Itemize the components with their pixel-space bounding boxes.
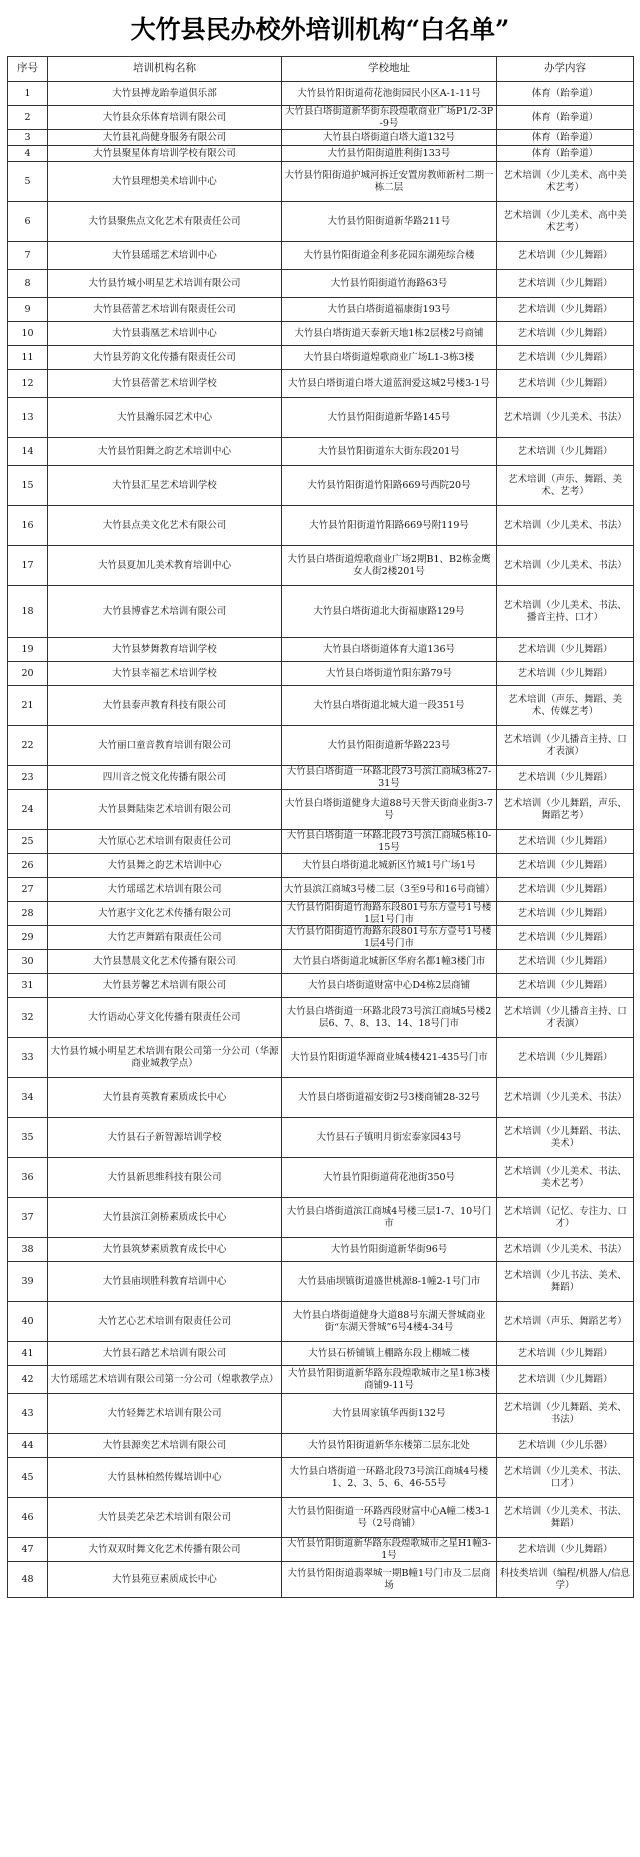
school-address: 大竹县白塔街道滨江商城4号楼三层1-7、10号门市 xyxy=(282,1198,497,1238)
table-row xyxy=(8,586,634,638)
table-row xyxy=(8,506,634,546)
teaching-content: 艺术培训（少儿舞蹈） xyxy=(497,242,634,270)
school-address: 大竹县白塔街道福安街2号3楼商铺28-32号 xyxy=(282,1078,497,1118)
teaching-content: 艺术培训（少儿美术、书法） xyxy=(497,398,634,438)
table-row xyxy=(8,162,634,202)
table-row xyxy=(8,1118,634,1158)
header-row xyxy=(8,57,634,82)
table-row xyxy=(8,146,634,162)
row-number: 35 xyxy=(8,1118,48,1158)
institution-name: 大竹县舞陆柒艺术培训有限公司 xyxy=(48,790,282,830)
school-address: 大竹县白塔街道健身大道88号东湖天誉城商业街“东湖天誉城”6号4楼4-34号 xyxy=(282,1302,497,1342)
school-address: 大竹县白塔街道一环路北段73号滨江商城3栋27-31号 xyxy=(282,766,497,790)
table-row xyxy=(8,878,634,902)
school-address: 大竹县白塔街道体育大道136号 xyxy=(282,638,497,662)
school-address: 大竹县白塔街道北城新区竹城1号广场1号 xyxy=(282,854,497,878)
teaching-content: 艺术培训（少儿美术、书法、播音主持、口才） xyxy=(497,586,634,638)
institution-name: 大竹县石子新智源培训学校 xyxy=(48,1118,282,1158)
institution-name: 大竹县滨江剑桥素质成长中心 xyxy=(48,1198,282,1238)
table-row xyxy=(8,926,634,950)
teaching-content: 艺术培训（少儿舞蹈、书法、美术） xyxy=(497,1118,634,1158)
row-number: 26 xyxy=(8,854,48,878)
school-address: 大竹县竹阳街道新华路211号 xyxy=(282,202,497,242)
row-number: 16 xyxy=(8,506,48,546)
institution-name: 大竹县林柏然传媒培训中心 xyxy=(48,1458,282,1498)
institution-name: 大竹县竹城小明星艺术培训有限公司第一分公司（华源商业城教学点） xyxy=(48,1038,282,1078)
teaching-content: 艺术培训（少儿舞蹈） xyxy=(497,346,634,370)
institution-name: 大竹县舞之韵艺术培训中心 xyxy=(48,854,282,878)
teaching-content: 艺术培训（少儿美术、书法、舞蹈） xyxy=(497,1498,634,1538)
teaching-content: 艺术培训（少儿舞蹈） xyxy=(497,854,634,878)
row-number: 46 xyxy=(8,1498,48,1538)
row-number: 12 xyxy=(8,370,48,398)
row-number: 31 xyxy=(8,974,48,998)
school-address: 大竹县竹阳街道护城河拆迁安置房教师新村二期一栋二层 xyxy=(282,162,497,202)
teaching-content: 艺术培训（少儿美术、高中美术艺考） xyxy=(497,202,634,242)
table-row xyxy=(8,438,634,466)
row-number: 23 xyxy=(8,766,48,790)
institution-name: 大竹县众乐体育培训有限公司 xyxy=(48,106,282,130)
table-row xyxy=(8,830,634,854)
table-row xyxy=(8,638,634,662)
teaching-content: 艺术培训（少儿舞蹈） xyxy=(497,438,634,466)
school-address: 大竹县竹阳街道新华路东段煌歌城市之星H1幢3-1号 xyxy=(282,1538,497,1562)
institution-name: 大竹县芳馨艺术培训有限公司 xyxy=(48,974,282,998)
table-row xyxy=(8,1238,634,1262)
institution-name: 大竹县育英教育素质成长中心 xyxy=(48,1078,282,1118)
teaching-content: 艺术培训（少儿美术、书法） xyxy=(497,506,634,546)
teaching-content: 艺术培训（少儿美术、书法） xyxy=(497,546,634,586)
row-number: 20 xyxy=(8,662,48,686)
teaching-content: 艺术培训（少儿舞蹈） xyxy=(497,950,634,974)
school-address: 大竹县竹阳街道金利多花园东湖苑综合楼 xyxy=(282,242,497,270)
teaching-content: 艺术培训（少儿播音主持、口才表演） xyxy=(497,998,634,1038)
institution-name: 大竹县点美文化艺术有限公司 xyxy=(48,506,282,546)
table-row xyxy=(8,202,634,242)
teaching-content: 艺术培训（声乐、舞蹈艺考） xyxy=(497,1302,634,1342)
teaching-content: 艺术培训（少儿舞蹈） xyxy=(497,766,634,790)
teaching-content: 体育（跆拳道） xyxy=(497,146,634,162)
table-row xyxy=(8,1198,634,1238)
teaching-content: 艺术培训（少儿书法、美术、舞蹈） xyxy=(497,1262,634,1302)
school-address: 大竹县白塔街道煌歌商业广场2期B1、B2栋金鹰女人街2楼201号 xyxy=(282,546,497,586)
institution-name: 大竹县石踏艺术培训有限公司 xyxy=(48,1342,282,1366)
school-address: 大竹县白塔街道白塔大道蓝润爱这城2号楼3-1号 xyxy=(282,370,497,398)
institution-name: 大竹县竹城小明星艺术培训有限公司 xyxy=(48,270,282,298)
institution-name: 大竹县蓓蕾艺术培训有限责任公司 xyxy=(48,298,282,322)
row-number: 34 xyxy=(8,1078,48,1118)
institution-name: 大竹县竹阳舞之韵艺术培训中心 xyxy=(48,438,282,466)
school-address: 大竹县白塔街道健身大道88号天誉天街商业街3-7号 xyxy=(282,790,497,830)
teaching-content: 体育（跆拳道） xyxy=(497,130,634,146)
table-row xyxy=(8,790,634,830)
row-number: 9 xyxy=(8,298,48,322)
table-row xyxy=(8,346,634,370)
institution-name: 大竹县瀚乐园艺术中心 xyxy=(48,398,282,438)
teaching-content: 艺术培训（少儿舞蹈） xyxy=(497,322,634,346)
table-row xyxy=(8,1158,634,1198)
school-address: 大竹县竹阳街道新华街96号 xyxy=(282,1238,497,1262)
table-row xyxy=(8,726,634,766)
teaching-content: 艺术培训（少儿播音主持、口才表演） xyxy=(497,726,634,766)
school-address: 大竹县白塔街道一环路北段73号滨江商城5号楼2层6、7、8、13、14、18号门市 xyxy=(282,998,497,1038)
school-address: 大竹县白塔街道白塔大道132号 xyxy=(282,130,497,146)
header-address: 学校地址 xyxy=(282,57,497,82)
school-address: 大竹县白塔街道竹阳东路79号 xyxy=(282,662,497,686)
row-number: 19 xyxy=(8,638,48,662)
header-institution-name: 培训机构名称 xyxy=(48,57,282,82)
school-address: 大竹县石子镇明月街宏泰家园43号 xyxy=(282,1118,497,1158)
school-address: 大竹县庙坝镇街道盛世桃源8-1幢2-1号门市 xyxy=(282,1262,497,1302)
row-number: 48 xyxy=(8,1562,48,1598)
teaching-content: 艺术培训（少儿美术、高中美术艺考） xyxy=(497,162,634,202)
table-row xyxy=(8,902,634,926)
table-row xyxy=(8,466,634,506)
teaching-content: 艺术培训（声乐、舞蹈、美术、传媒艺考） xyxy=(497,686,634,726)
table-row xyxy=(8,1434,634,1458)
teaching-content: 艺术培训（少儿美术、书法） xyxy=(497,1238,634,1262)
table-row xyxy=(8,854,634,878)
table-row xyxy=(8,546,634,586)
table-row xyxy=(8,766,634,790)
row-number: 45 xyxy=(8,1458,48,1498)
table-row xyxy=(8,1562,634,1598)
institution-name: 大竹县蓓蕾艺术培训学校 xyxy=(48,370,282,398)
school-address: 大竹县白塔街道一环路北段73号滨江商城5栋10-15号 xyxy=(282,830,497,854)
institution-name: 大竹县新思维科技有限公司 xyxy=(48,1158,282,1198)
teaching-content: 艺术培训（少儿美术、书法、美术艺考） xyxy=(497,1158,634,1198)
table-row xyxy=(8,950,634,974)
institution-name: 大竹瑶瑶艺术培训有限公司 xyxy=(48,878,282,902)
school-address: 大竹县白塔街道天泰新天地1栋2层楼2号商铺 xyxy=(282,322,497,346)
row-number: 47 xyxy=(8,1538,48,1562)
table-row xyxy=(8,686,634,726)
table-row xyxy=(8,1302,634,1342)
row-number: 41 xyxy=(8,1342,48,1366)
table-row xyxy=(8,82,634,106)
row-number: 24 xyxy=(8,790,48,830)
row-number: 15 xyxy=(8,466,48,506)
row-number: 29 xyxy=(8,926,48,950)
header-content: 办学内容 xyxy=(497,57,634,82)
school-address: 大竹县白塔街道一环路北段73号滨江商城4号楼1、2、3、5、6、46-55号 xyxy=(282,1458,497,1498)
institution-name: 大竹县礼尚健身服务有限公司 xyxy=(48,130,282,146)
teaching-content: 艺术培训（少儿舞蹈，声乐、舞蹈艺考） xyxy=(497,790,634,830)
row-number: 38 xyxy=(8,1238,48,1262)
teaching-content: 艺术培训（少儿舞蹈） xyxy=(497,926,634,950)
header-number: 序号 xyxy=(8,57,48,82)
institution-name: 大竹县博睿艺术培训有限公司 xyxy=(48,586,282,638)
teaching-content: 艺术培训（少儿舞蹈） xyxy=(497,830,634,854)
row-number: 2 xyxy=(8,106,48,130)
row-number: 36 xyxy=(8,1158,48,1198)
institution-name: 大竹县芳韵文化传播有限责任公司 xyxy=(48,346,282,370)
teaching-content: 艺术培训（少儿舞蹈） xyxy=(497,1038,634,1078)
institution-name: 大竹县聚星体育培训学校有限公司 xyxy=(48,146,282,162)
teaching-content: 体育（跆拳道） xyxy=(497,82,634,106)
teaching-content: 体育（跆拳道） xyxy=(497,106,634,130)
row-number: 28 xyxy=(8,902,48,926)
table-header xyxy=(8,57,634,82)
table-row xyxy=(8,1538,634,1562)
school-address: 大竹县竹阳街道华源商业城4楼421-435号门市 xyxy=(282,1038,497,1078)
table-row xyxy=(8,242,634,270)
row-number: 13 xyxy=(8,398,48,438)
institution-name: 大竹艺声舞蹈有限责任公司 xyxy=(48,926,282,950)
school-address: 大竹县竹阳街道竹海路东段801号东方壹号1号楼1层4号门市 xyxy=(282,926,497,950)
row-number: 14 xyxy=(8,438,48,466)
row-number: 6 xyxy=(8,202,48,242)
school-address: 大竹县竹阳街道荷花池街园民小区A-1-11号 xyxy=(282,82,497,106)
school-address: 大竹县竹阳街道竹阳路669号西院20号 xyxy=(282,466,497,506)
row-number: 44 xyxy=(8,1434,48,1458)
institution-name: 大竹县筑梦素质教育成长中心 xyxy=(48,1238,282,1262)
institution-name: 大竹县理想美术培训中心 xyxy=(48,162,282,202)
row-number: 10 xyxy=(8,322,48,346)
school-address: 大竹县石桥铺镇上棚路东段上棚城二楼 xyxy=(282,1342,497,1366)
school-address: 大竹县竹阳街道新华路东段煌歌城市之星1栋3楼商铺9-11号 xyxy=(282,1366,497,1394)
school-address: 大竹县竹阳街道竹海路63号 xyxy=(282,270,497,298)
institution-name: 大竹丽口童音教育培训有限公司 xyxy=(48,726,282,766)
institution-name: 大竹轻舞艺术培训有限公司 xyxy=(48,1394,282,1434)
institution-name: 大竹县苑豆素质成长中心 xyxy=(48,1562,282,1598)
teaching-content: 艺术培训（少儿舞蹈） xyxy=(497,974,634,998)
table-body xyxy=(8,82,634,1598)
institution-name: 大竹县翡凰艺术培训中心 xyxy=(48,322,282,346)
table-row xyxy=(8,106,634,130)
school-address: 大竹县白塔街道北大街福康路129号 xyxy=(282,586,497,638)
school-address: 大竹县白塔街道北城新区华府名都1幢3楼门市 xyxy=(282,950,497,974)
teaching-content: 艺术培训（少儿舞蹈、美术、书法） xyxy=(497,1394,634,1434)
row-number: 25 xyxy=(8,830,48,854)
school-address: 大竹县竹阳街道一环路西段财富中心A幢二楼3-1号（2号商铺） xyxy=(282,1498,497,1538)
row-number: 30 xyxy=(8,950,48,974)
school-address: 大竹县白塔街道财富中心D4栋2层商铺 xyxy=(282,974,497,998)
row-number: 33 xyxy=(8,1038,48,1078)
row-number: 17 xyxy=(8,546,48,586)
school-address: 大竹县白塔街道北城大道一段351号 xyxy=(282,686,497,726)
table-row xyxy=(8,998,634,1038)
institution-name: 大竹县源奕艺术培训有限公司 xyxy=(48,1434,282,1458)
teaching-content: 艺术培训（少儿舞蹈） xyxy=(497,1538,634,1562)
teaching-content: 艺术培训（少儿舞蹈） xyxy=(497,902,634,926)
table-row xyxy=(8,298,634,322)
institution-name: 大竹县梦舞教育培训学校 xyxy=(48,638,282,662)
row-number: 40 xyxy=(8,1302,48,1342)
institution-name: 大竹县聚焦点文化艺术有限责任公司 xyxy=(48,202,282,242)
institution-name: 大竹瑶瑶艺术培训有限公司第一分公司（煌歌教学点） xyxy=(48,1366,282,1394)
teaching-content: 艺术培训（少儿美术、书法、口才） xyxy=(497,1458,634,1498)
row-number: 1 xyxy=(8,82,48,106)
institution-name: 大竹县夏加儿美术教育培训中心 xyxy=(48,546,282,586)
row-number: 42 xyxy=(8,1366,48,1394)
row-number: 5 xyxy=(8,162,48,202)
institution-name: 大竹县瑶瑶艺术培训中心 xyxy=(48,242,282,270)
row-number: 8 xyxy=(8,270,48,298)
teaching-content: 艺术培训（少儿美术、书法） xyxy=(497,1078,634,1118)
institution-name: 大竹艺心艺术培训有限责任公司 xyxy=(48,1302,282,1342)
row-number: 39 xyxy=(8,1262,48,1302)
table-row xyxy=(8,1498,634,1538)
teaching-content: 艺术培训（少儿乐器） xyxy=(497,1434,634,1458)
table-row xyxy=(8,1078,634,1118)
school-address: 大竹县周家镇华西街132号 xyxy=(282,1394,497,1434)
table-row xyxy=(8,370,634,398)
institution-name: 大竹县美艺朵艺术培训有限公司 xyxy=(48,1498,282,1538)
table-row xyxy=(8,322,634,346)
institution-name: 大竹县幸福艺术培训学校 xyxy=(48,662,282,686)
teaching-content: 艺术培训（少儿舞蹈） xyxy=(497,638,634,662)
institution-name: 大竹县慧晨文化艺术传播有限公司 xyxy=(48,950,282,974)
row-number: 11 xyxy=(8,346,48,370)
school-address: 大竹县竹阳街道新华东楼第二层东北处 xyxy=(282,1434,497,1458)
school-address: 大竹县竹阳街道翡翠城一期B幢1号门市及二层商场 xyxy=(282,1562,497,1598)
school-address: 大竹县竹阳街道荷花池街350号 xyxy=(282,1158,497,1198)
school-address: 大竹县竹阳街道新华路223号 xyxy=(282,726,497,766)
table-row xyxy=(8,270,634,298)
institution-name: 大竹原心艺术培训有限责任公司 xyxy=(48,830,282,854)
school-address: 大竹县竹阳街道新华路145号 xyxy=(282,398,497,438)
teaching-content: 艺术培训（少儿舞蹈） xyxy=(497,878,634,902)
whitelist-table xyxy=(7,56,634,1598)
teaching-content: 艺术培训（少儿舞蹈） xyxy=(497,1342,634,1366)
table-row xyxy=(8,974,634,998)
school-address: 大竹县竹阳街道胜利街133号 xyxy=(282,146,497,162)
table-row xyxy=(8,1458,634,1498)
teaching-content: 艺术培训（少儿舞蹈） xyxy=(497,298,634,322)
institution-name: 大竹县庙坝胜科教育培训中心 xyxy=(48,1262,282,1302)
table-row xyxy=(8,1262,634,1302)
table-row xyxy=(8,1394,634,1434)
row-number: 27 xyxy=(8,878,48,902)
school-address: 大竹县竹阳街道竹海路东段801号东方壹号1号楼1层1号门市 xyxy=(282,902,497,926)
teaching-content: 科技类培训（编程/机器人/信息学） xyxy=(497,1562,634,1598)
school-address: 大竹县竹阳街道东大街东段201号 xyxy=(282,438,497,466)
institution-name: 四川音之悦文化传播有限公司 xyxy=(48,766,282,790)
teaching-content: 艺术培训（记忆、专注力、口才） xyxy=(497,1198,634,1238)
teaching-content: 艺术培训（少儿舞蹈） xyxy=(497,370,634,398)
row-number: 7 xyxy=(8,242,48,270)
page-title: 大竹县民办校外培训机构“白名单” xyxy=(130,15,510,44)
institution-name: 大竹双双时舞文化艺术传播有限公司 xyxy=(48,1538,282,1562)
institution-name: 大竹县汇星艺术培训学校 xyxy=(48,466,282,506)
row-number: 3 xyxy=(8,130,48,146)
institution-name: 大竹县泰声教育科技有限公司 xyxy=(48,686,282,726)
row-number: 21 xyxy=(8,686,48,726)
row-number: 4 xyxy=(8,146,48,162)
teaching-content: 艺术培训（少儿舞蹈） xyxy=(497,270,634,298)
row-number: 22 xyxy=(8,726,48,766)
table-row xyxy=(8,130,634,146)
school-address: 大竹县白塔街道新华街东段煌歌商业广场P1/2-3P-9号 xyxy=(282,106,497,130)
school-address: 大竹县白塔街道福康街193号 xyxy=(282,298,497,322)
school-address: 大竹县滨江商城3号楼二层（3至9号和16号商铺） xyxy=(282,878,497,902)
table-row xyxy=(8,1366,634,1394)
row-number: 32 xyxy=(8,998,48,1038)
school-address: 大竹县白塔街道煌歌商业广场L1-3栋3楼 xyxy=(282,346,497,370)
row-number: 18 xyxy=(8,586,48,638)
teaching-content: 艺术培训（声乐、舞蹈、美术、艺考） xyxy=(497,466,634,506)
school-address: 大竹县竹阳街道竹阳路669号附119号 xyxy=(282,506,497,546)
table-row xyxy=(8,398,634,438)
institution-name: 大竹惠宇文化艺术传播有限公司 xyxy=(48,902,282,926)
table-row xyxy=(8,1038,634,1078)
table-row xyxy=(8,662,634,686)
teaching-content: 艺术培训（少儿舞蹈） xyxy=(497,662,634,686)
institution-name: 大竹县搏龙跆拳道俱乐部 xyxy=(48,82,282,106)
row-number: 43 xyxy=(8,1394,48,1434)
teaching-content: 艺术培训（少儿舞蹈） xyxy=(497,1366,634,1394)
institution-name: 大竹语动心芽文化传播有限责任公司 xyxy=(48,998,282,1038)
table-row xyxy=(8,1342,634,1366)
row-number: 37 xyxy=(8,1198,48,1238)
